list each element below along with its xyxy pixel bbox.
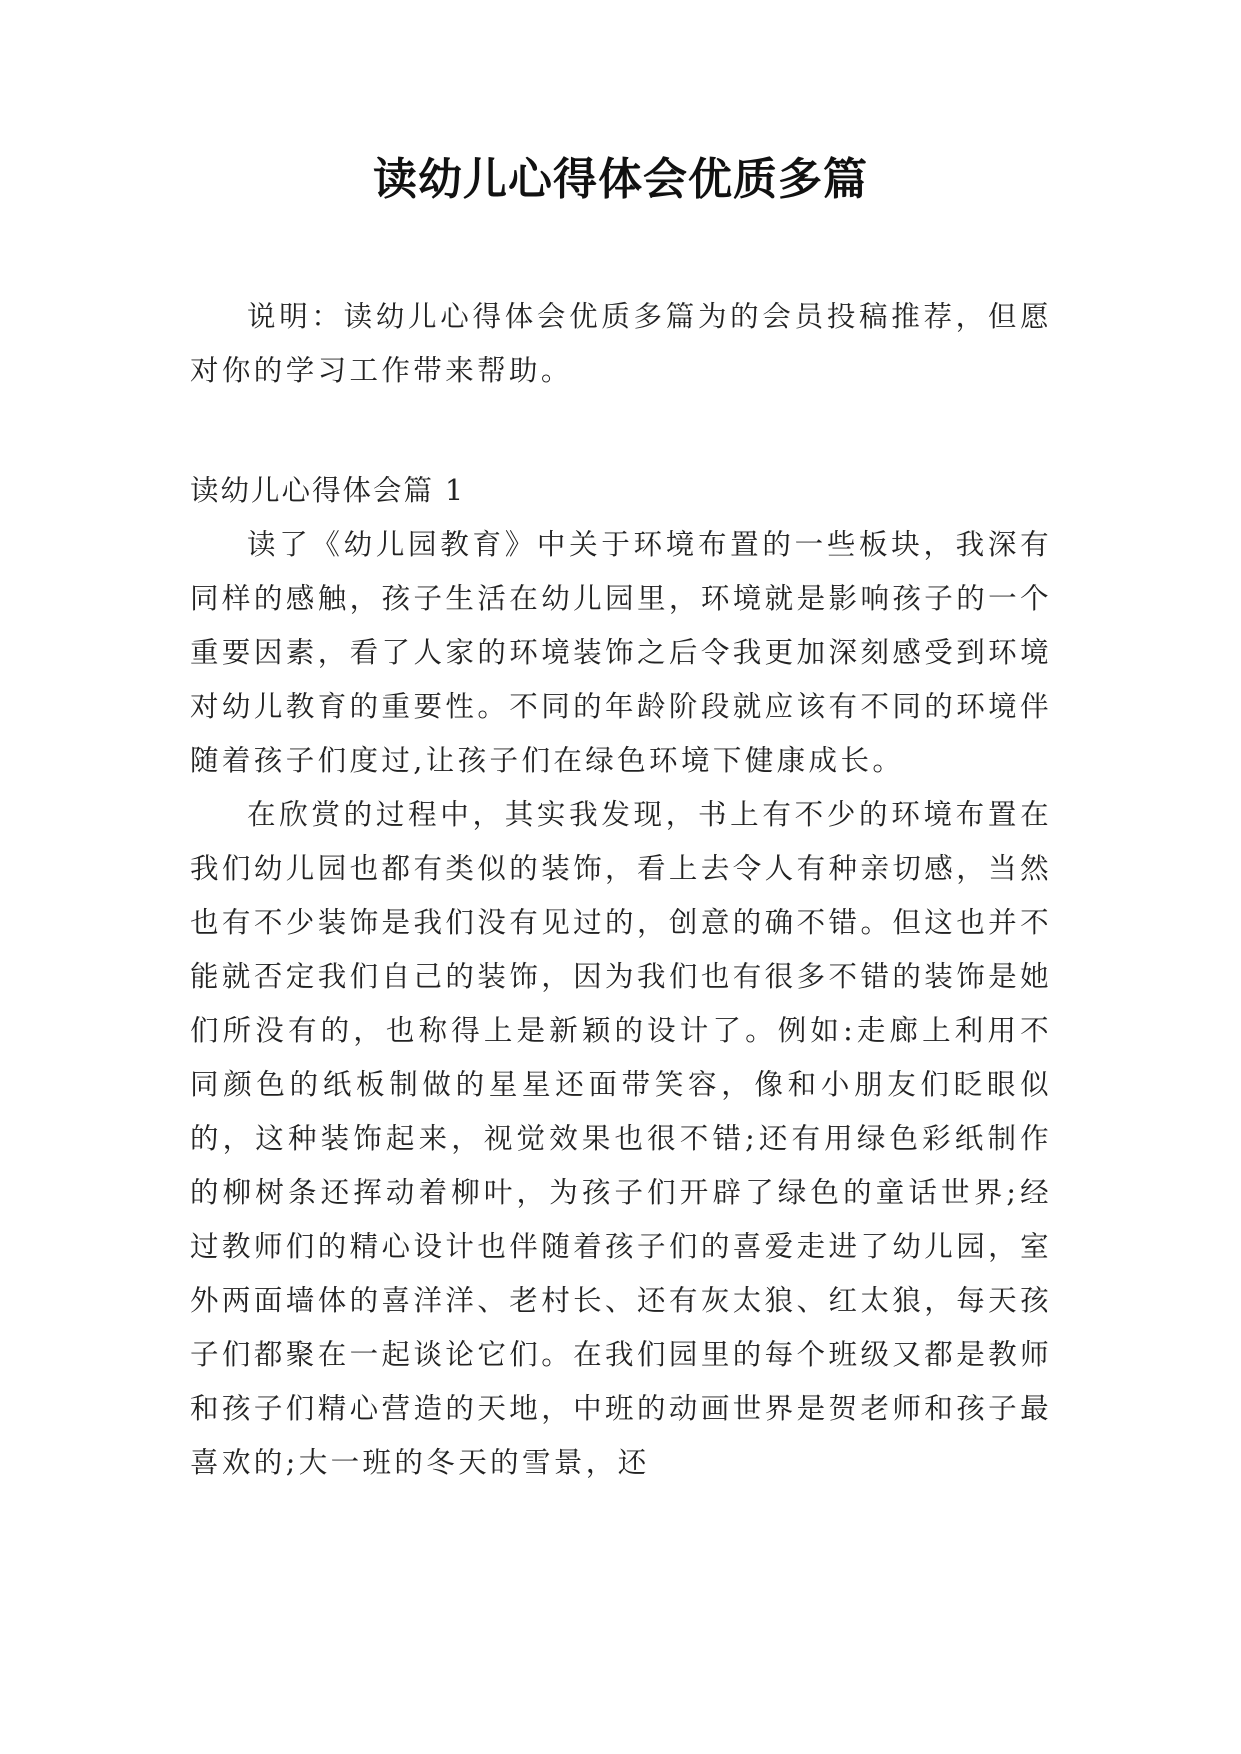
document-title: 读幼儿心得体会优质多篇 bbox=[373, 154, 868, 205]
body-paragraph: 在欣赏的过程中，其实我发现，书上有不少的环境布置在我们幼儿园也都有类似的装饰，看上去令人有种亲切感，当然也有不少装饰是我们没有见过的，创意的确不错。但这也并不能就否定我们自己的装饰，因为我们也有很多不错的装饰是她们所没有的，也称得上是新颖的设计了。例如:走廊上利用不同颜色的纸板制做的星星还面带笑容，像和小朋友们眨眼似的，这种装饰起来，视觉效果也很不错;还有用绿色彩纸制作的柳树条还挥动着柳叶，为孩子们开辟了绿色的童话世界;经过教师们的精心设计也伴随着孩子们的喜爱走进了幼儿园，室外两面墙体的喜洋洋、老村长、还有灰太狼、红太狼，每天孩子们都聚在一起谈论它们。在我们园里的每个班级又都是教师和孩子们精心营造的天地，中班的动画世界是贺老师和孩子最喜欢的;大一班的冬天的雪景，还 bbox=[190, 798, 1052, 1479]
section-heading: 读幼儿心得体会篇 1 bbox=[190, 474, 466, 507]
body-paragraph: 读了《幼儿园教育》中关于环境布置的一些板块，我深有同样的感触，孩子生活在幼儿园里，环境就是影响孩子的一个重要因素，看了人家的环境装饰之后令我更加深刻感受到环境对幼儿教育的重要性。不同的年龄阶段就应该有不同的环境伴随着孩子们度过,让孩子们在绿色环境下健康成长。 bbox=[190, 528, 1052, 777]
intro-paragraph: 说明：读幼儿心得体会优质多篇为的会员投稿推荐，但愿对你的学习工作带来帮助。 bbox=[190, 300, 1052, 387]
intro-block bbox=[190, 290, 1052, 398]
section-1 bbox=[190, 464, 1052, 1490]
